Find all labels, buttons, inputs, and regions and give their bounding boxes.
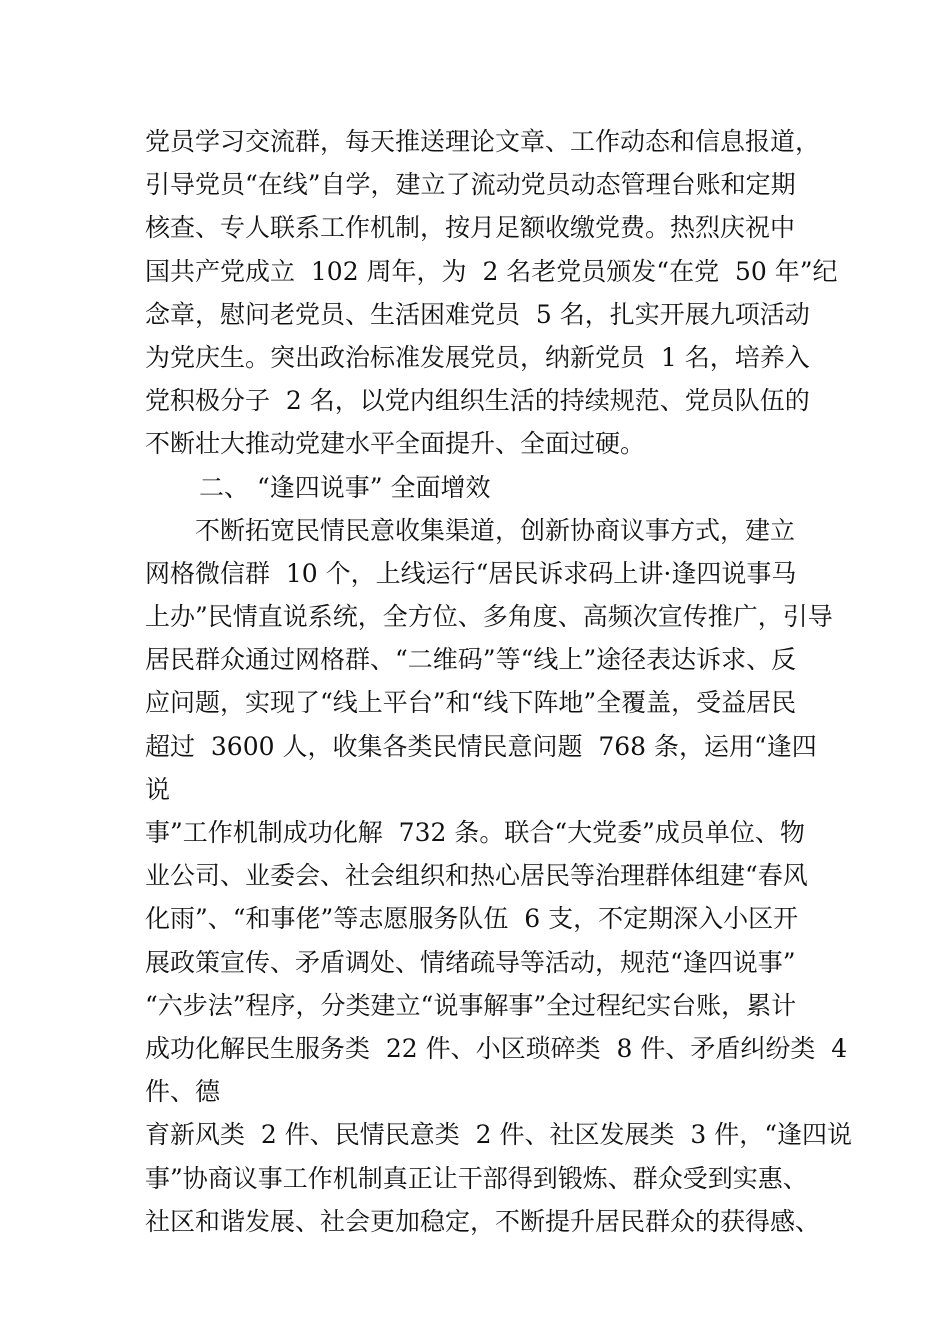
text-line: 为党庆生。突出政治标准发展党员，纳新党员 1 名，培养入: [145, 342, 810, 372]
text-line: 业公司、业委会、社会组织和热心居民等治理群体组建“春风: [145, 861, 808, 891]
section-heading: 二、 “逢四说事” 全面增效: [199, 472, 491, 502]
document-body: [145, 120, 853, 1243]
text-line: 说: [145, 774, 171, 804]
text-line: 党积极分子 2 名，以党内组织生活的持续规范、党员队伍的: [145, 386, 810, 416]
paragraph-first-line: 不断拓宽民情民意收集渠道，创新协商议事方式，建立: [195, 515, 796, 545]
text-line: 上办”民情直说系统，全方位、多角度、高频次宣传推广，引导: [145, 602, 833, 632]
text-line: 居民群众通过网格群、“二维码”等“线上”途径表达诉求、反: [145, 645, 797, 675]
text-line: 社区和谐发展、社会更加稳定，不断提升居民群众的获得感、: [145, 1206, 821, 1236]
text-line: 成功化解民生服务类 22 件、小区琐碎类 8 件、矛盾纠纷类 4: [145, 1033, 848, 1063]
text-line: 事”协商议事工作机制真正让干部得到锻炼、群众受到实惠、: [145, 1163, 808, 1193]
text-line: 核查、专人联系工作机制，按月足额收缴党费。热烈庆祝中: [145, 213, 796, 243]
text-line: 应问题，实现了“线上平台”和“线下阵地”全覆盖，受益居民: [145, 688, 797, 718]
text-line: “六步法”程序，分类建立“说事解事”全过程纪实台账，累计: [145, 990, 797, 1020]
text-line: 党员学习交流群，每天推送理论文章、工作动态和信息报道，: [145, 127, 821, 156]
text-line: 网格微信群 10 个，上线运行“居民诉求码上讲·逢四说事马: [145, 558, 797, 588]
text-line: 展政策宣传、矛盾调处、情绪疏导等活动，规范“逢四说事”: [145, 947, 796, 977]
text-line: 超过 3600 人，收集各类民情民意问题 768 条，运用“逢四: [145, 731, 817, 761]
text-line: 念章，慰问老党员、生活困难党员 5 名，扎实开展九项活动: [145, 299, 810, 329]
text-line: 育新风类 2 件、民情民意类 2 件、社区发展类 3 件，“逢四说: [145, 1120, 853, 1150]
text-line: 不断壮大推动党建水平全面提升、全面过硬。: [145, 429, 646, 459]
text-line: 事”工作机制成功化解 732 条。联合“大党委”成员单位、物: [145, 818, 805, 847]
text-line: 化雨”、“和事佬”等志愿服务队伍 6 支，不定期深入小区开: [145, 904, 799, 934]
text-line: 件、德: [145, 1077, 221, 1107]
text-line: 引导党员“在线”自学，建立了流动党员动态管理台账和定期: [145, 170, 796, 200]
text-line: 国共产党成立 102 周年，为 2 名老党员颁发“在党 50 年”纪: [145, 256, 838, 286]
